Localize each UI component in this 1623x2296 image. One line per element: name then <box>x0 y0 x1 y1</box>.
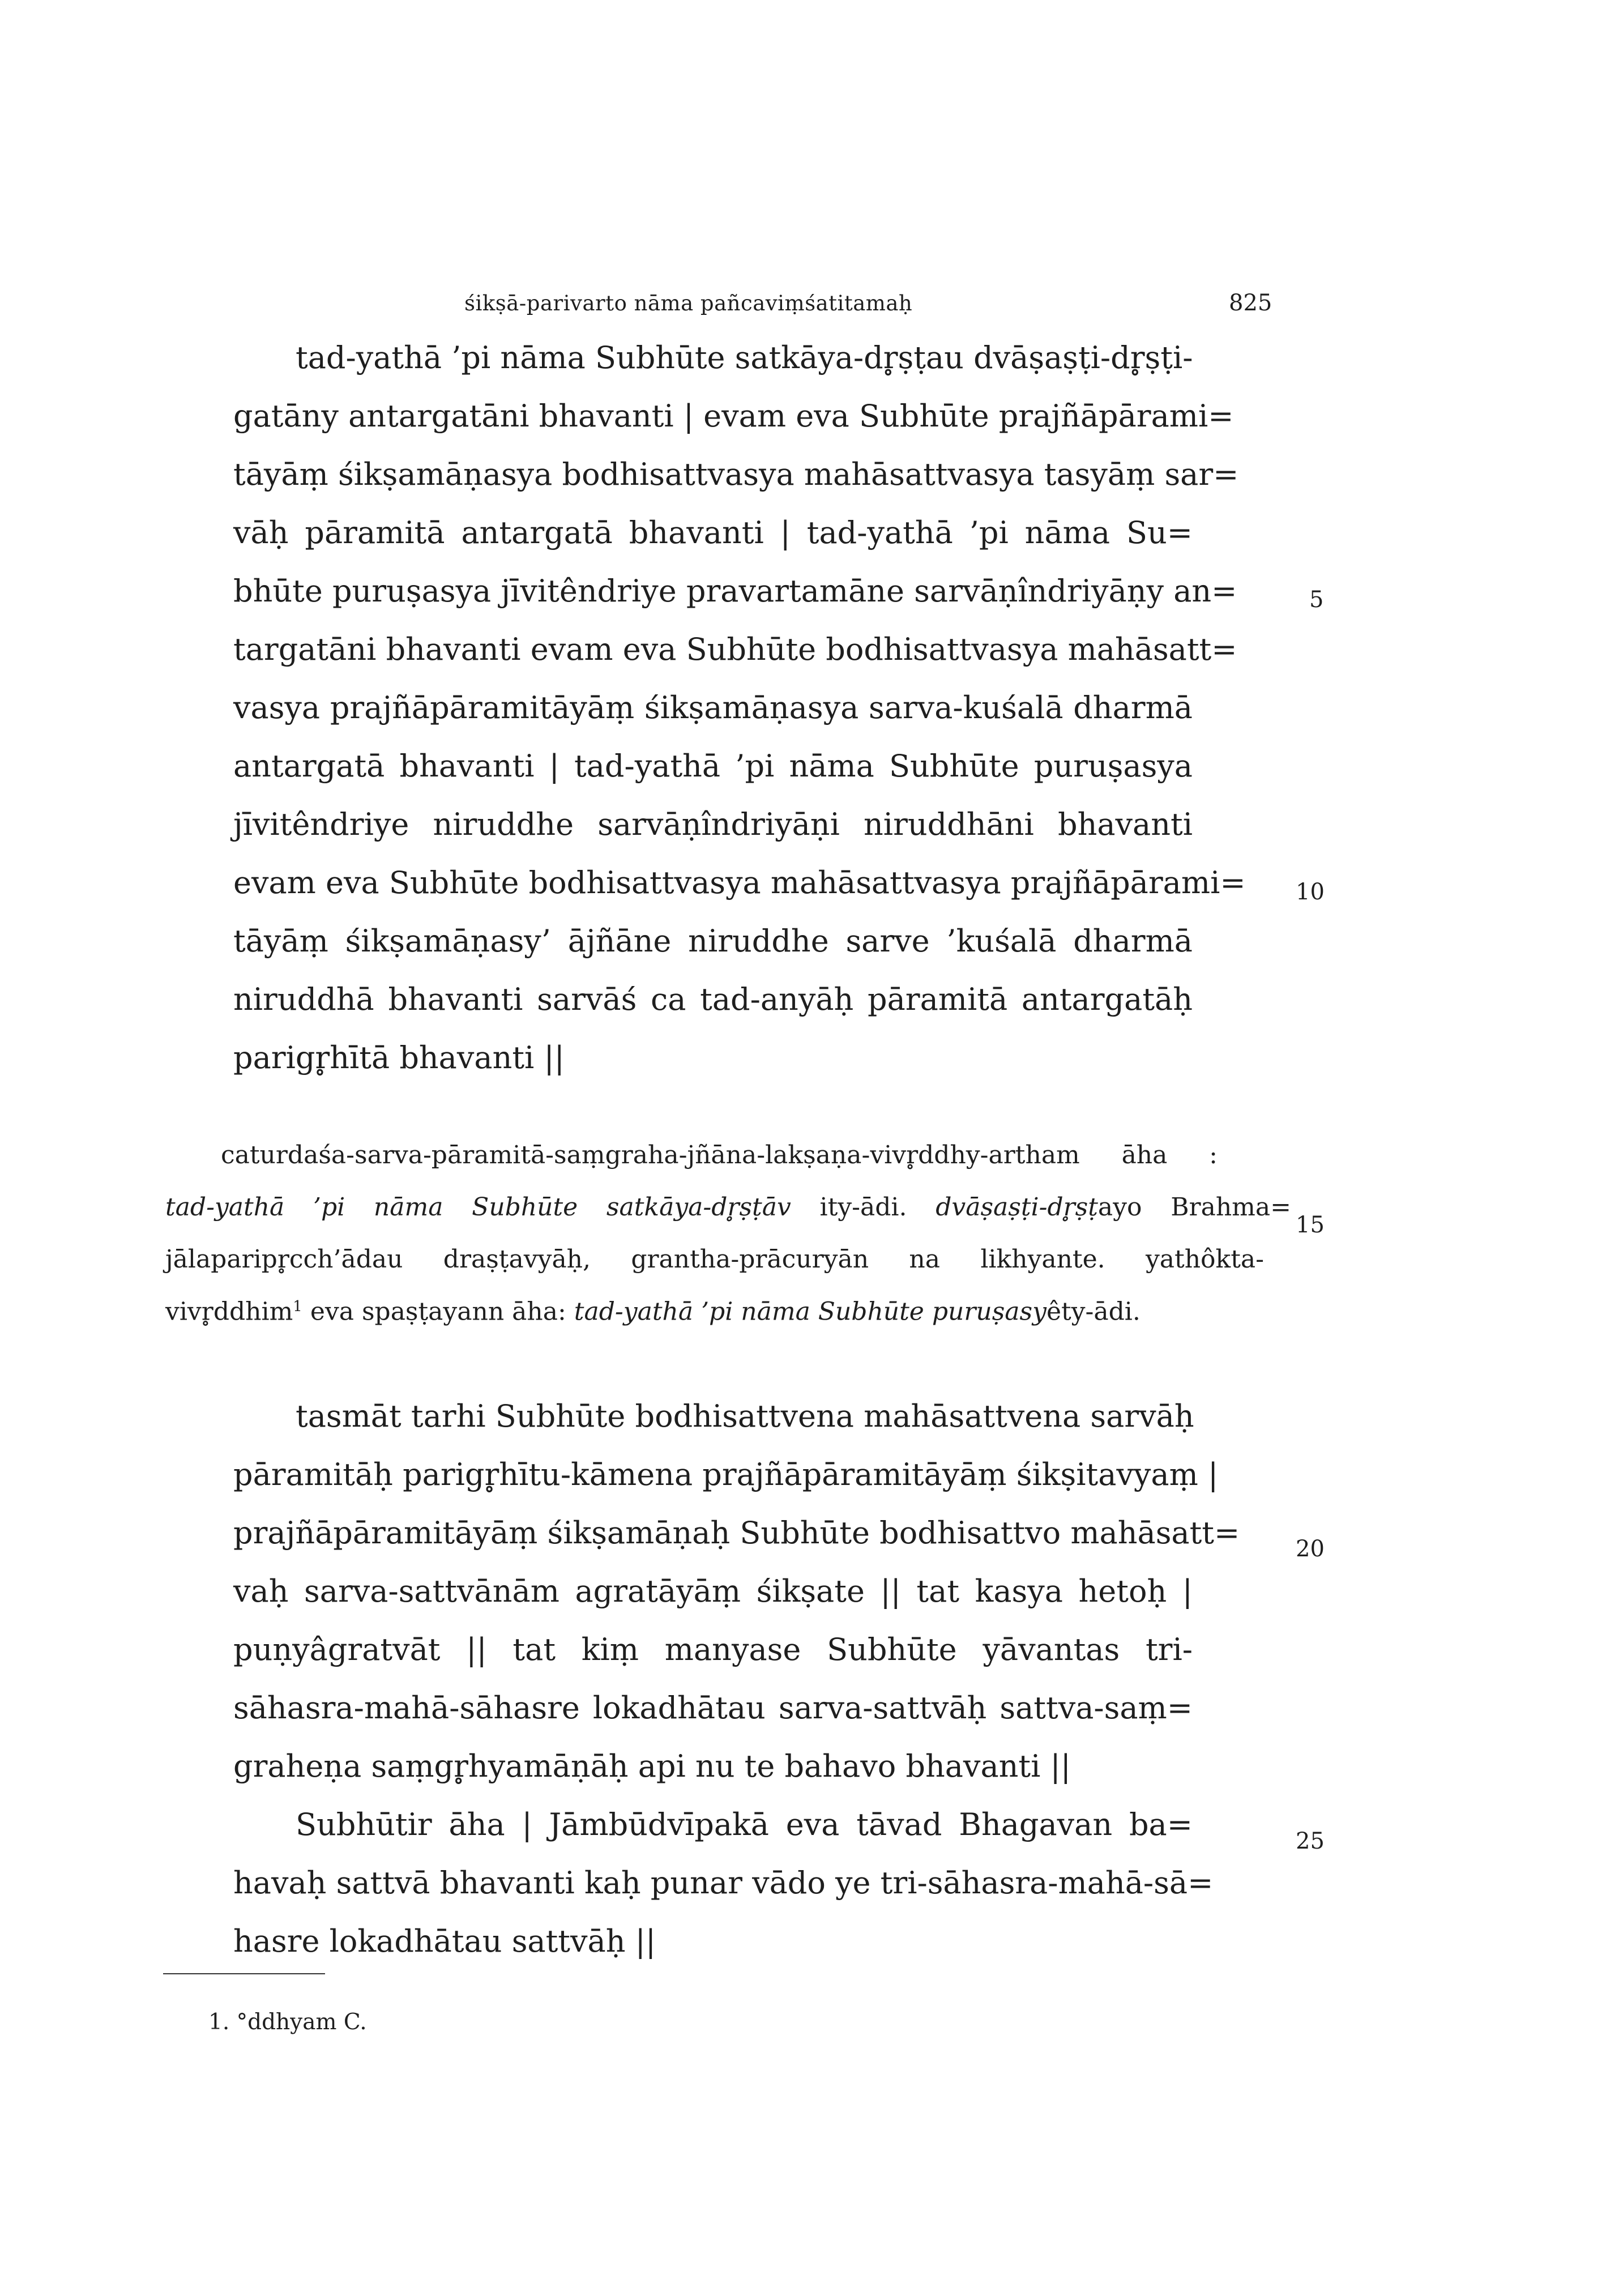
text-line: antargatā bhavanti | tad-yathā ’pi nāma Subhūte puruṣasya <box>233 748 1193 784</box>
text-line: vāḥ pāramitā antargatā bhavanti | tad-yathā ’pi nāma Su= <box>233 515 1193 550</box>
commentary-quote: dvāṣaṣṭi-dr̥ṣṭ <box>936 1193 1098 1222</box>
line-number: 5 <box>1309 587 1324 613</box>
footnote: 1. °ddhyam C. <box>208 2009 367 2035</box>
text-line: tāyāṃ śikṣamāṇasy’ ājñāne niruddhe sarve ’kuśalā dharmā <box>233 923 1193 959</box>
commentary-line <box>165 1195 1291 1220</box>
text-line: gatāny antargatāni bhavanti | evam eva Subhūte prajñāpārami= <box>233 398 1234 434</box>
text-line: tāyāṃ śikṣamāṇasya bodhisattvasya mahāsattvasya tasyāṃ sar= <box>233 456 1239 492</box>
commentary-line: jālaparipr̥cch’ādau draṣṭavyāḥ, grantha-prācuryān na likhyante. yathôkta- <box>165 1245 1264 1274</box>
text-line: bhūte puruṣasya jīvitêndriye pravartamāne sarvāṇîndriyāṇy an= <box>233 573 1237 609</box>
footnote-rule <box>163 1973 325 1974</box>
running-title: śikṣā-parivarto nāma pañcaviṃśatitamaḥ <box>464 291 913 315</box>
text-line: Subhūtir āha | Jāmbūdvīpakā eva tāvad Bhagavan ba= <box>296 1807 1193 1842</box>
text-line: evam eva Subhūte bodhisattvasya mahāsattvasya prajñāpārami= <box>233 865 1246 901</box>
text-line: niruddhā bhavanti sarvāś ca tad-anyāḥ pāramitā antargatāḥ <box>233 981 1193 1017</box>
page-number: 825 <box>1229 290 1272 316</box>
text-line: havaḥ sattvā bhavanti kaḥ punar vādo ye tri-sāhasra-mahā-sā= <box>233 1865 1214 1901</box>
text-line: vasya prajñāpāramitāyāṃ śikṣamāṇasya sarva-kuśalā dharmā <box>233 690 1193 725</box>
commentary-text: êty-ādi. <box>1046 1297 1141 1326</box>
text-line: tad-yathā ’pi nāma Subhūte satkāya-dr̥ṣṭau dvāṣaṣṭi-dr̥ṣṭi- <box>296 340 1193 375</box>
text-line: graheṇa saṃgr̥hyamāṇāḥ api nu te bahavo bhavanti || <box>233 1748 1071 1784</box>
commentary-text: ity-ādi. <box>791 1193 936 1222</box>
commentary-quote: tad-yathā ’pi nāma Subhūte puruṣasy <box>574 1297 1047 1326</box>
text-line: targatāni bhavanti evam eva Subhūte bodhisattvasya mahāsatt= <box>233 631 1237 667</box>
commentary-text: vivr̥ddhim <box>165 1297 293 1326</box>
line-number: 10 <box>1296 879 1325 905</box>
text-line: puṇyâgratvāt || tat kiṃ manyase Subhūte yāvantas tri- <box>233 1632 1193 1667</box>
text-line: pāramitāḥ parigr̥hītu-kāmena prajñāpāramitāyāṃ śikṣitavyaṃ | <box>233 1457 1219 1492</box>
text-line: parigr̥hītā bhavanti || <box>233 1040 565 1076</box>
commentary-line <box>165 1299 1141 1325</box>
text-line: vaḥ sarva-sattvānām agratāyāṃ śikṣate || tat kasya hetoḥ | <box>233 1573 1193 1609</box>
text-line: prajñāpāramitāyāṃ śikṣamāṇaḥ Subhūte bodhisattvo mahāsatt= <box>233 1515 1240 1551</box>
text-line: sāhasra-mahā-sāhasre lokadhātau sarva-sattvāḥ sattva-saṃ= <box>233 1690 1193 1726</box>
line-number: 20 <box>1296 1536 1325 1562</box>
line-number: 15 <box>1296 1212 1325 1238</box>
commentary-quote: tad-yathā ’pi nāma Subhūte satkāya-dr̥ṣṭāv <box>165 1193 791 1222</box>
commentary-line: caturdaśa-sarva-pāramitā-saṃgraha-jñāna-lakṣaṇa-vivr̥ddhy-artham āha : <box>221 1141 1218 1170</box>
line-number: 25 <box>1296 1828 1325 1854</box>
text-line: jīvitêndriye niruddhe sarvāṇîndriyāṇi niruddhāni bhavanti <box>233 806 1193 842</box>
commentary-text: eva spaṣṭayann āha: <box>302 1297 574 1326</box>
text-line: tasmāt tarhi Subhūte bodhisattvena mahāsattvena sarvāḥ <box>296 1398 1194 1434</box>
footnote-marker: 1 <box>293 1298 302 1315</box>
commentary-text: ayo Brahma= <box>1097 1193 1291 1222</box>
text-line: hasre lokadhātau sattvāḥ || <box>233 1923 656 1959</box>
